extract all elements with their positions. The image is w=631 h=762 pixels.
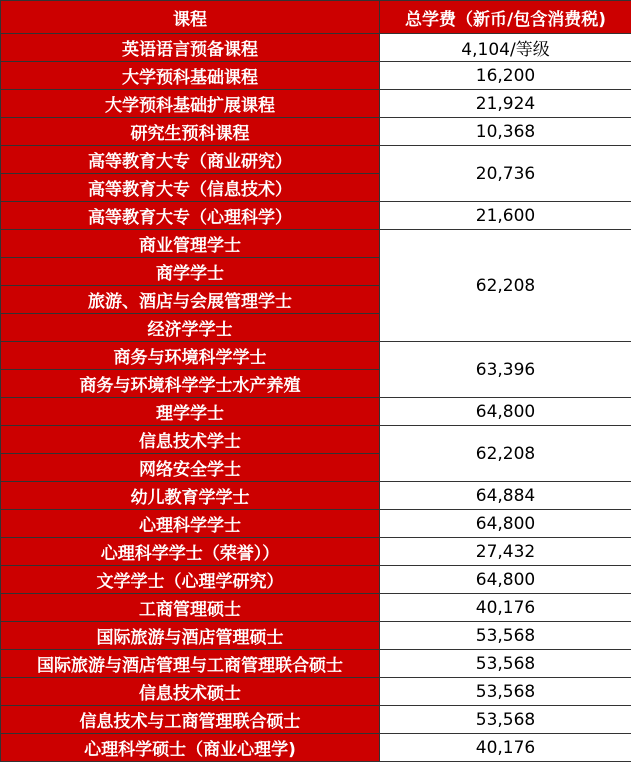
course-name-cell: 大学预科基础扩展课程 — [1, 90, 380, 118]
course-name-cell: 英语语言预备课程 — [1, 34, 380, 62]
tuition-fee-cell: 27,432 — [380, 538, 631, 566]
tuition-fee-cell: 53,568 — [380, 622, 631, 650]
course-name-cell: 商务与环境科学学士水产养殖 — [1, 370, 380, 398]
tuition-fee-cell: 64,800 — [380, 398, 631, 426]
course-name-cell: 国际旅游与酒店管理硕士 — [1, 622, 380, 650]
tuition-fee-cell: 20,736 — [380, 146, 631, 202]
course-name-cell: 心理科学硕士（商业心理学) — [1, 734, 380, 762]
course-name-cell: 信息技术硕士 — [1, 678, 380, 706]
course-name-cell: 心理科学学士（荣誉）） — [1, 538, 380, 566]
tuition-fee-cell: 64,800 — [380, 510, 631, 538]
table-row — [1, 650, 631, 678]
course-name-cell: 商务与环境科学学士 — [1, 342, 380, 370]
table-row — [1, 34, 631, 62]
tuition-fee-cell: 40,176 — [380, 594, 631, 622]
course-name-cell: 幼儿教育学学士 — [1, 482, 380, 510]
course-column-header: 课程 — [1, 1, 380, 34]
table-row — [1, 594, 631, 622]
tuition-fee-cell: 16,200 — [380, 62, 631, 90]
tuition-fee-cell: 53,568 — [380, 650, 631, 678]
course-name-cell: 信息技术与工商管理联合硕士 — [1, 706, 380, 734]
table-row — [1, 538, 631, 566]
table-body — [1, 34, 631, 762]
table-row — [1, 118, 631, 146]
course-name-cell: 网络安全学士 — [1, 454, 380, 482]
tuition-fee-cell: 40,176 — [380, 734, 631, 762]
course-name-cell: 旅游、酒店与会展管理学士 — [1, 286, 380, 314]
course-name-cell: 经济学学士 — [1, 314, 380, 342]
table-row — [1, 398, 631, 426]
table-row — [1, 90, 631, 118]
course-name-cell: 商学学士 — [1, 258, 380, 286]
course-name-cell: 文学学士（心理学研究） — [1, 566, 380, 594]
header-row — [1, 1, 631, 34]
tuition-fee-cell: 53,568 — [380, 706, 631, 734]
tuition-fee-cell: 63,396 — [380, 342, 631, 398]
course-name-cell: 高等教育大专（心理科学） — [1, 202, 380, 230]
tuition-fee-cell: 62,208 — [380, 426, 631, 482]
table-row — [1, 622, 631, 650]
course-name-cell: 高等教育大专（商业研究） — [1, 146, 380, 174]
course-name-cell: 信息技术学士 — [1, 426, 380, 454]
table-row — [1, 146, 631, 174]
table-row — [1, 566, 631, 594]
course-name-cell: 高等教育大专（信息技术） — [1, 174, 380, 202]
tuition-fee-cell: 64,884 — [380, 482, 631, 510]
course-name-cell: 理学学士 — [1, 398, 380, 426]
table-row — [1, 342, 631, 370]
tuition-fee-cell: 62,208 — [380, 230, 631, 342]
table-row — [1, 510, 631, 538]
course-name-cell: 商业管理学士 — [1, 230, 380, 258]
tuition-fee-cell: 53,568 — [380, 678, 631, 706]
table-row — [1, 482, 631, 510]
table-row — [1, 678, 631, 706]
table-row — [1, 202, 631, 230]
course-name-cell: 心理科学学士 — [1, 510, 380, 538]
table-row — [1, 706, 631, 734]
course-name-cell: 研究生预科课程 — [1, 118, 380, 146]
tuition-fee-cell: 21,924 — [380, 90, 631, 118]
tuition-fee-cell: 21,600 — [380, 202, 631, 230]
tuition-fee-cell: 64,800 — [380, 566, 631, 594]
tuition-fee-cell: 10,368 — [380, 118, 631, 146]
table-row — [1, 62, 631, 90]
fee-column-header: 总学费（新币/包含消费税) — [380, 1, 631, 34]
table-row — [1, 734, 631, 762]
table-row — [1, 230, 631, 258]
course-name-cell: 大学预科基础课程 — [1, 62, 380, 90]
tuition-fee-cell: 4,104/等级 — [380, 34, 631, 62]
course-name-cell: 工商管理硕士 — [1, 594, 380, 622]
course-name-cell: 国际旅游与酒店管理与工商管理联合硕士 — [1, 650, 380, 678]
table-row — [1, 426, 631, 454]
